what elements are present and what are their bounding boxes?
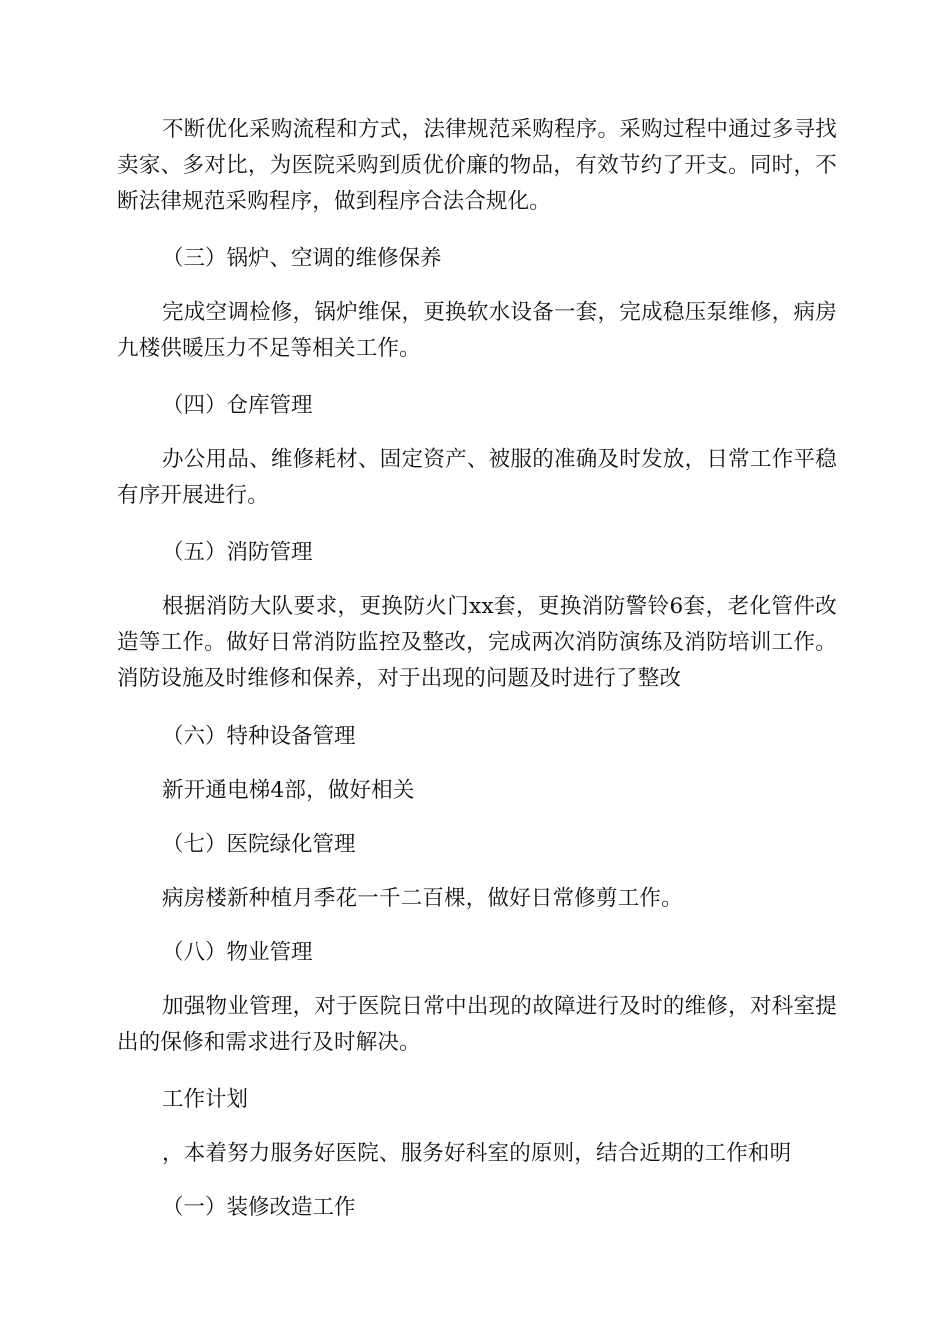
heading-special-equipment: （六）特种设备管理: [162, 724, 356, 749]
paragraph-greening: 病房楼新种植月季花一千二百棵，做好日常修剪工作。: [162, 886, 683, 911]
heading-work-plan: 工作计划: [162, 1087, 249, 1112]
heading-boiler-ac: （三）锅炉、空调的维修保养: [162, 246, 442, 271]
heading-renovation: （一）装修改造工作: [162, 1195, 356, 1220]
paragraph-special-equipment: 新开通电梯4部，做好相关: [162, 778, 415, 803]
paragraph-procurement: 不断优化采购流程和方式，法律规范采购程序。采购过程中通过多寻找卖家、多对比，为医院采购到质优价廉的物品，有效节约了开支。同时，不断法律规范采购程序，做到程序合法合规化。: [117, 117, 837, 214]
heading-warehouse: （四）仓库管理: [162, 393, 313, 418]
heading-fire: （五）消防管理: [162, 540, 313, 565]
paragraph-fire: 根据消防大队要求，更换防火门xx套，更换消防警铃6套，老化管件改造等工作。做好日常消防监控及整改，完成两次消防演练及消防培训工作。消防设施及时维修和保养，对于出现的问题及时进行了整改: [117, 594, 837, 691]
paragraph-property: 加强物业管理，对于医院日常中出现的故障进行及时的维修，对科室提出的保修和需求进行及时解决。: [117, 994, 837, 1055]
heading-greening: （七）医院绿化管理: [162, 832, 356, 857]
paragraph-work-plan: ，本着努力服务好医院、服务好科室的原则，结合近期的工作和明: [162, 1141, 792, 1166]
heading-property: （八）物业管理: [162, 940, 313, 965]
paragraph-boiler-ac: 完成空调检修，锅炉维保，更换软水设备一套，完成稳压泵维修，病房九楼供暖压力不足等相关工作。: [117, 300, 837, 361]
paragraph-warehouse: 办公用品、维修耗材、固定资产、被服的准确及时发放，日常工作平稳有序开展进行。: [117, 447, 837, 508]
